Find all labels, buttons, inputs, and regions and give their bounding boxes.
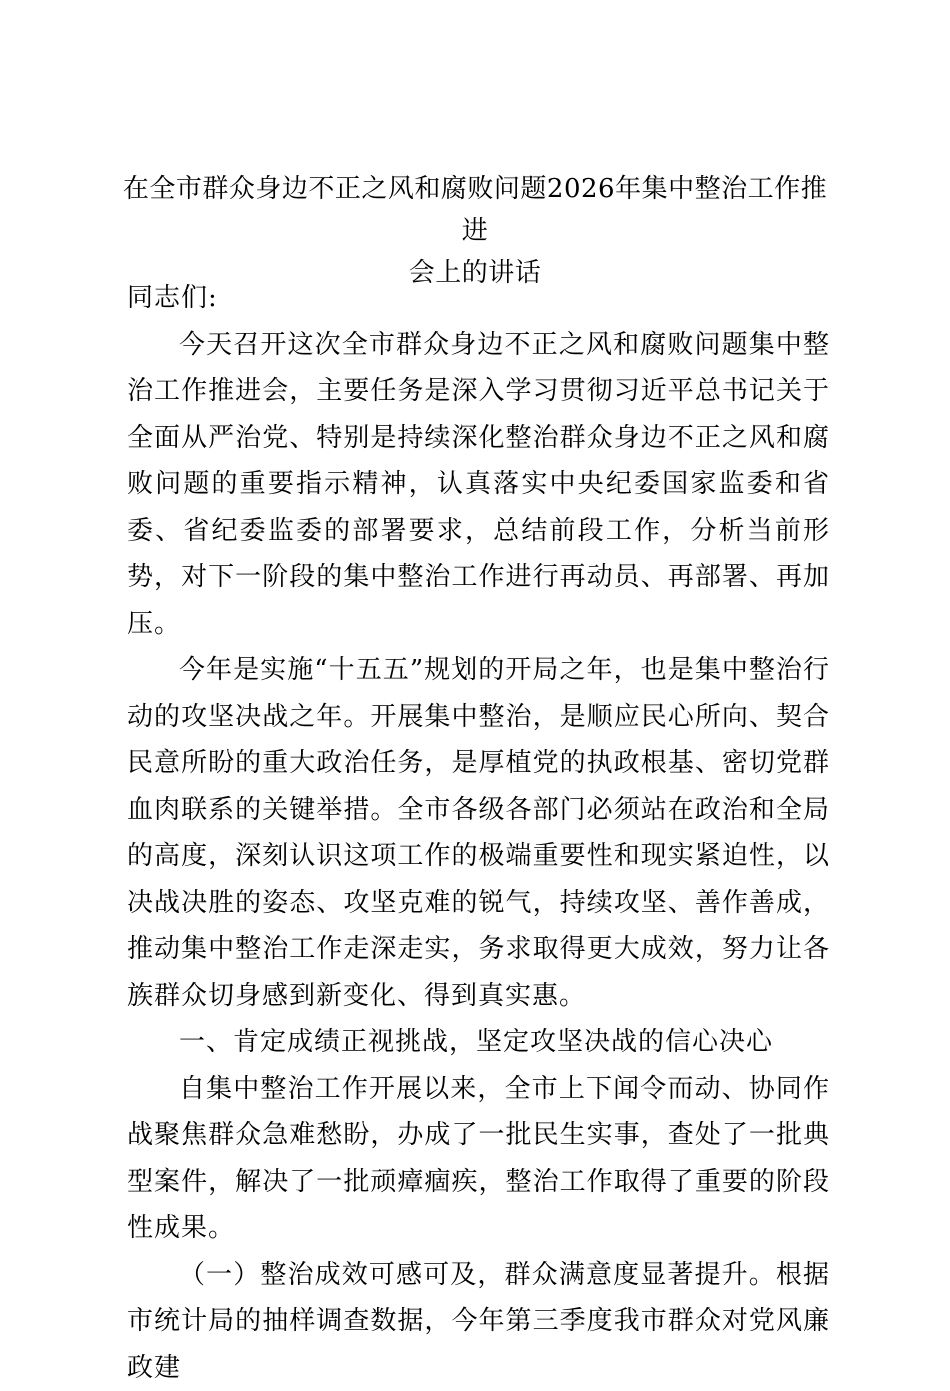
paragraph-significance: 今年是实施“十五五”规划的开局之年，也是集中整治行动的攻坚决战之年。开展集中整治，是顺应民心所向、契合民意所盼的重大政治任务，是厚植党的执政根基、密切党群血肉联系的关键举措。全市各级各部门必须站在政治和全局的高度，深刻认识这项工作的极端重要性和现实紧迫性，以决战决胜的姿态、攻坚克难的锐气，持续攻坚、善作善成，推动集中整治工作走深走实，务求取得更大成效，努力让各族群众切身感到新变化、得到真实惠。 — [127, 647, 830, 1019]
paragraph-subsection-1: （一）整治成效可感可及，群众满意度显著提升。根据市统计局的抽样调查数据，今年第三季度我市群众对党风廉政建 — [127, 1252, 830, 1391]
document-title-line-1: 在全市群众身边不正之风和腐败问题2026年集中整治工作推进 — [120, 168, 830, 252]
salutation: 同志们: — [127, 275, 830, 322]
paragraph-achievements: 自集中整治工作开展以来，全市上下闻令而动、协同作战聚焦群众急难愁盼，办成了一批民生实事，查处了一批典型案件，解决了一批顽瘴痼疾，整治工作取得了重要的阶段性成果。 — [127, 1066, 830, 1252]
document-body — [127, 275, 830, 1391]
section-heading-1: 一、肯定成绩正视挑战，坚定攻坚决战的信心决心 — [127, 1019, 830, 1066]
paragraph-opening: 今天召开这次全市群众身边不正之风和腐败问题集中整治工作推进会，主要任务是深入学习贯彻习近平总书记关于全面从严治党、特别是持续深化整治群众身边不正之风和腐败问题的重要指示精神，认真落实中央纪委国家监委和省委、省纪委监委的部署要求，总结前段工作，分析当前形势，对下一阶段的集中整治工作进行再动员、再部署、再加压。 — [127, 322, 830, 648]
document-title-line-2: 会上的讲话 — [120, 252, 830, 294]
